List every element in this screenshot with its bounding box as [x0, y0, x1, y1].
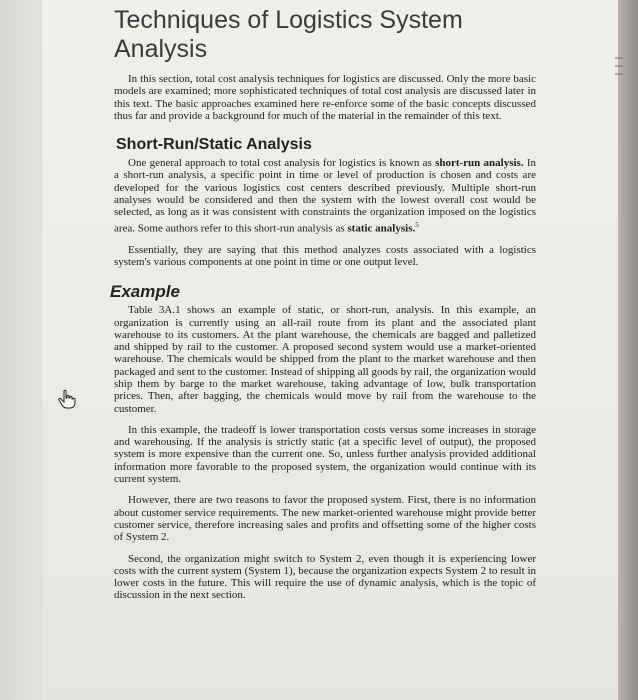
hand-cursor-icon	[58, 389, 76, 409]
example-paragraph-3: However, there are two reasons to favor the proposed system. First, there is no information about customer service requirements. The new market-oriented warehouse might provide better customer service, therefore increasing sales and profits and offsetting some of the higher costs of System 2.	[114, 494, 536, 544]
term-short-run-analysis: short-run analysis.	[435, 157, 524, 170]
short-run-paragraph-2: Essentially, they are saying that this method analyzes costs associated with a logistics system's various components at one point in time or one output level.	[114, 243, 536, 268]
example-paragraph-4: Second, the organization might switch to System 2, even though it is experiencing lower costs with the current system (System 1), because the organization expects System 2 to result in lower costs in the future. This will require the use of dynamic analysis, which is the topic of discussion in the next section.	[114, 552, 536, 602]
section-heading-short-run: Short-Run/Static Analysis	[116, 136, 312, 154]
chapter-title: Techniques of Logistics System Analysis	[114, 6, 463, 63]
short-run-paragraph-1	[114, 157, 536, 234]
page-binding-edge	[618, 0, 638, 700]
example-paragraph-2: In this example, the tradeoff is lower transportation costs versus some increases in storage and warehousing. If the analysis is strictly static (at a specific level of output), the proposed system is more expensive than the current one. So, unless further analysis provided additional information more favorable to the proposed system, the organization would continue with its current system.	[114, 423, 536, 486]
intro-paragraph: In this section, total cost analysis techniques for logistics are discussed. Only the more basic models are examined; more sophisticated techniques of total cost analysis are discussed later in this text. The basic approaches examined here re-enforce some of the basic concepts discussed thus far and provide a background for much of the material in the remainder of this text.	[114, 73, 536, 122]
section-heading-example: Example	[110, 282, 180, 302]
footnote-ref[interactable]: 5	[415, 220, 419, 229]
text-run: In a short-run analysis, a specific point in time or level of production is chosen and costs are developed for the various logistics cost centers described previously. Multiple short-run analyses would be considered and then the system with the lowest overall cost would be selected, as long as it was consistent with constraints the organization imposed on the logistics area. Some authors refer to this short-run analysis as	[114, 157, 536, 235]
page-edge-marks-icon	[614, 52, 624, 82]
text-run: One general approach to total cost analysis for logistics is known as	[128, 157, 436, 170]
page-left-margin	[0, 0, 42, 700]
term-static-analysis: static analysis.	[347, 222, 416, 235]
example-paragraph-1: Table 3A.1 shows an example of static, or short-run, analysis. In this example, an organization is currently using an all-rail route from its plant and the associated plant warehouse to its customers. At the plant warehouse, the chemicals are bagged and palletized and shipped by rail to the customer. A proposed second system would use a market-oriented warehouse. The chemicals would be shipped from the plant to the market warehouse and then packaged and sent to the customer. Instead of shipping all goods by rail, the organization would ship them by barge to the market warehouse, taking advantage of low, bulk transportation prices. Then, after bagging, the chemicals would move by rail from the warehouse to the customer.	[114, 304, 536, 415]
document-content	[110, 6, 536, 611]
